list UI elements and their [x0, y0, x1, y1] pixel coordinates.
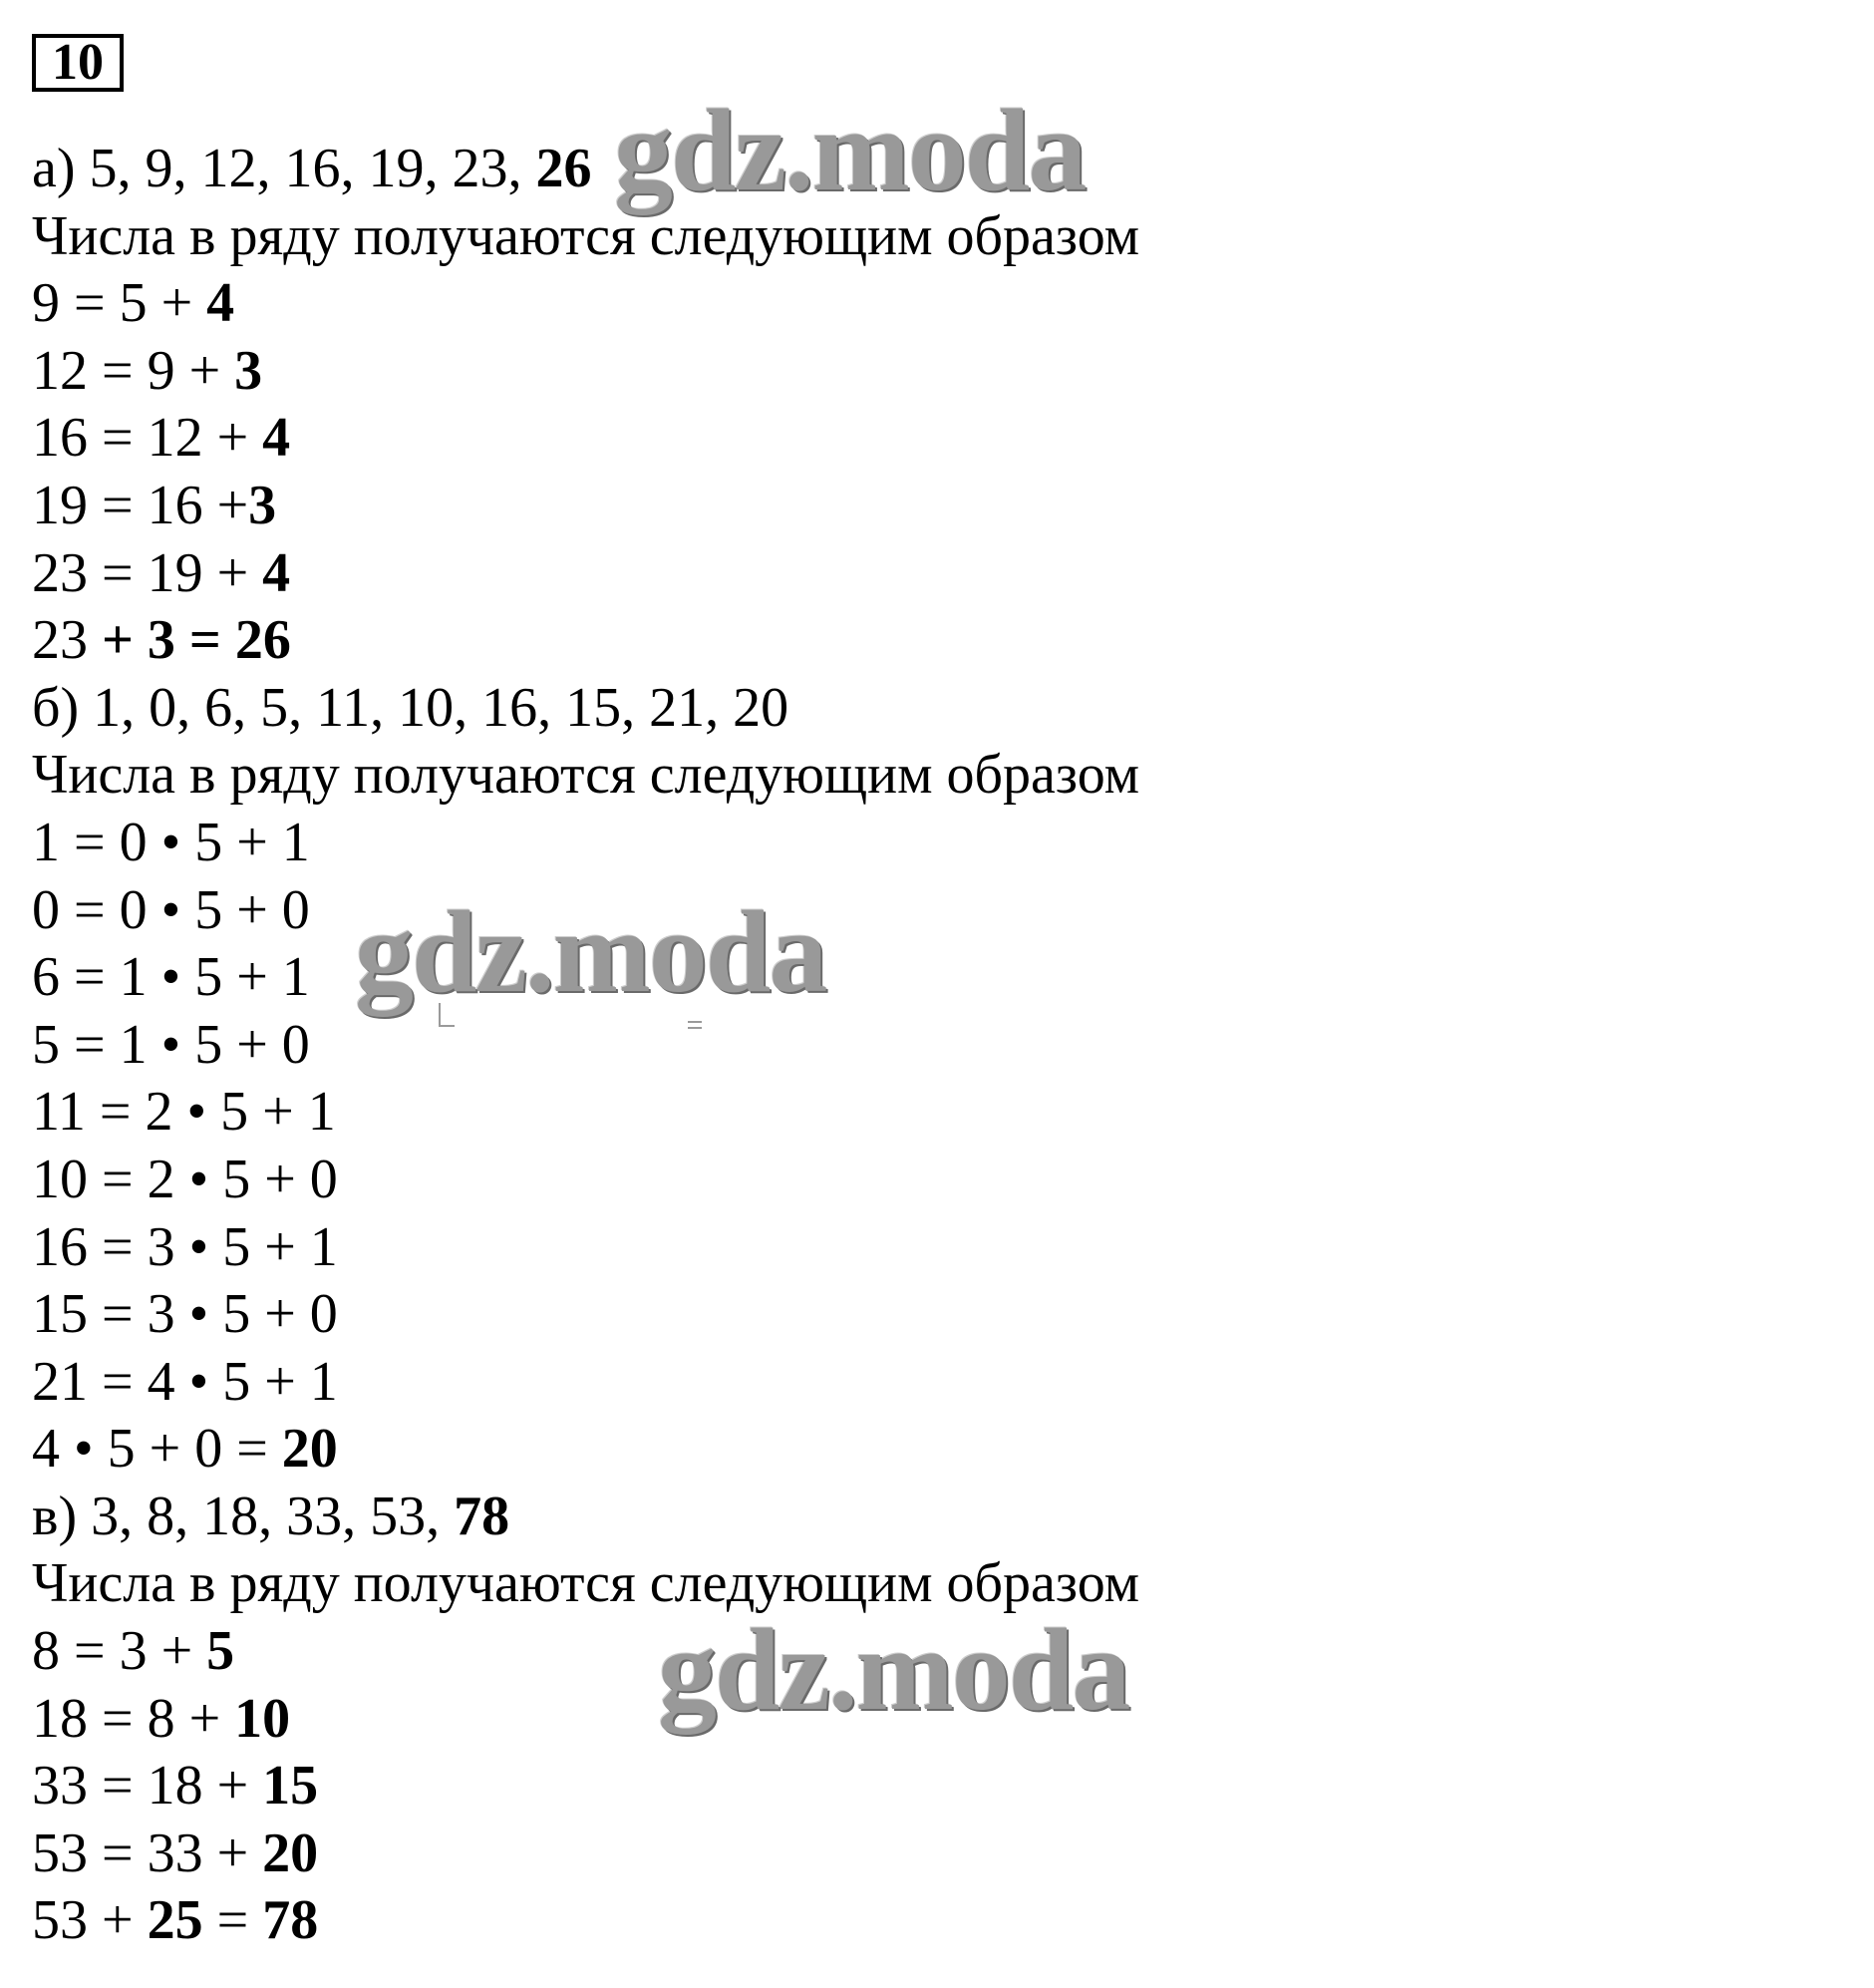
text-line: [32, 1012, 1846, 1080]
answer-bold: 4: [206, 272, 235, 335]
text-line: [32, 810, 1846, 877]
text-line: [32, 1753, 1846, 1821]
text-segment: 15 = 3 • 5 + 0: [32, 1283, 338, 1346]
text-line: [32, 1416, 1846, 1484]
text-segment: 8 = 3 +: [32, 1620, 207, 1683]
text-segment: 19 = 16 +: [32, 474, 249, 536]
answer-bold: 15: [262, 1755, 319, 1818]
text-line: [32, 1484, 1846, 1551]
text-line: [32, 1147, 1846, 1214]
text-segment: 23 = 19 +: [32, 541, 263, 604]
watermark: gdz.moda: [658, 1604, 1129, 1735]
text-segment: 53 = 33 +: [32, 1822, 263, 1884]
text-line: [32, 473, 1846, 540]
scan-artifact: [439, 1003, 455, 1027]
text-line: [32, 675, 1846, 743]
text-line: [32, 607, 1846, 675]
text-segment: 4 • 5 + 0 =: [32, 1418, 282, 1481]
answer-bold: 4: [262, 407, 291, 470]
answer-bold: 78: [262, 1889, 319, 1952]
answer-bold: 26: [535, 138, 592, 199]
text-segment: =: [202, 1889, 263, 1952]
text-segment: 21 = 4 • 5 + 1: [32, 1350, 338, 1413]
answer-bold: 78: [454, 1485, 510, 1547]
answer-bold: 5: [206, 1620, 235, 1683]
text-line: [32, 1821, 1846, 1888]
text-line: [32, 1887, 1846, 1955]
text-segment: 0 = 0 • 5 + 0: [32, 878, 310, 941]
text-segment: 23: [32, 609, 102, 672]
text-line: [32, 270, 1846, 338]
text-line: [32, 1281, 1846, 1349]
text-segment: 1 = 0 • 5 + 1: [32, 811, 310, 873]
answer-bold: 20: [262, 1822, 319, 1884]
text-line: [32, 877, 1846, 945]
text-segment: 53 +: [32, 1889, 148, 1952]
text-segment: в) 3, 8, 18, 33, 53,: [32, 1485, 455, 1547]
answer-bold: 3: [248, 474, 277, 536]
watermark: gdz.moda: [355, 886, 826, 1017]
text-line: [32, 1079, 1846, 1147]
text-segment: 12 = 9 +: [32, 339, 235, 402]
text-segment: 9 = 5 +: [32, 272, 207, 335]
answer-bold: 10: [234, 1687, 291, 1750]
answer-bold: + 3 = 26: [102, 609, 291, 672]
text-line: [32, 540, 1846, 608]
answer-bold: 4: [262, 541, 291, 604]
text-segment: 6 = 1 • 5 + 1: [32, 946, 310, 1009]
text-segment: Числа в ряду получаются следующим образом: [32, 1552, 1140, 1615]
text-line: [32, 742, 1846, 810]
text-line: [32, 338, 1846, 406]
scan-artifact: [688, 1021, 702, 1029]
text-line: [32, 1214, 1846, 1282]
task-number-box: 10: [32, 34, 124, 92]
text-segment: а) 5, 9, 12, 16, 19, 23,: [32, 138, 536, 199]
text-segment: 33 = 18 +: [32, 1755, 263, 1818]
text-line: [32, 944, 1846, 1012]
text-segment: Числа в ряду получаются следующим образом: [32, 204, 1140, 267]
watermark: gdz.moda: [614, 85, 1086, 215]
text-segment: Числа в ряду получаются следующим образом: [32, 744, 1140, 807]
text-segment: 10 = 2 • 5 + 0: [32, 1148, 338, 1210]
answer-bold: 20: [281, 1418, 338, 1481]
text-segment: 5 = 1 • 5 + 0: [32, 1013, 310, 1076]
answer-bold: 3: [234, 339, 263, 402]
text-line: [32, 405, 1846, 473]
text-segment: 16 = 12 +: [32, 407, 263, 470]
text-segment: 11 = 2 • 5 + 1: [32, 1081, 336, 1144]
text-segment: б) 1, 0, 6, 5, 11, 10, 16, 15, 21, 20: [32, 676, 789, 739]
answer-bold: 25: [147, 1889, 203, 1952]
text-line: [32, 1349, 1846, 1417]
text-segment: 18 = 8 +: [32, 1687, 235, 1750]
text-segment: 16 = 3 • 5 + 1: [32, 1215, 338, 1278]
